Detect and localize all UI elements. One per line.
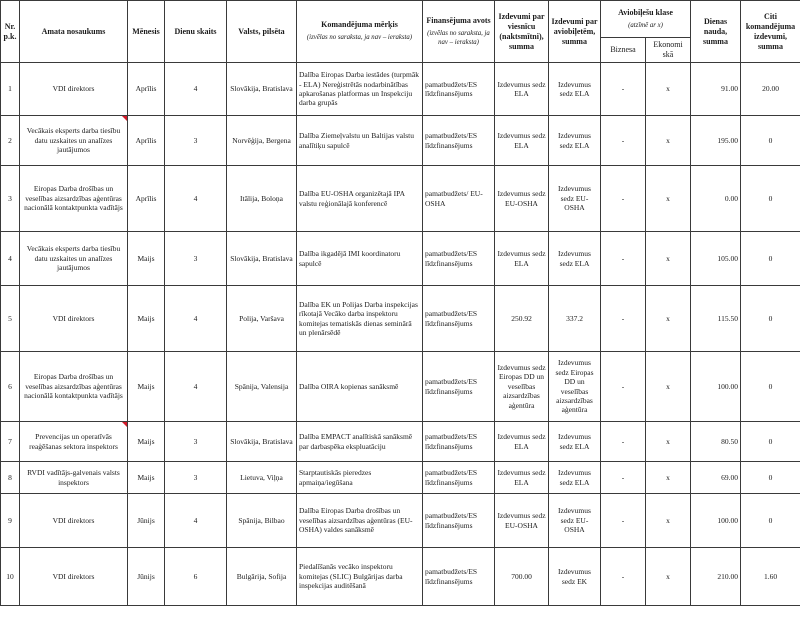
cell-valsts: Slovākija, Bratislava — [227, 232, 297, 286]
cell-citi: 0 — [741, 286, 800, 352]
cell-biznesa: - — [601, 494, 646, 548]
cell-menesis: Maijs — [128, 286, 165, 352]
cell-merkis: Dalība Eiropas Darba drošības un veselības aizsardzības aģentūras (EU-OSHA) valdes sanāksmē — [297, 494, 423, 548]
header-dienu-skaits: Dienu skaits — [165, 1, 227, 63]
table-row — [1, 63, 800, 116]
cell-dienas-nauda: 105.00 — [691, 232, 741, 286]
cell-valsts: Slovākija, Bratislava — [227, 63, 297, 116]
header-klase-note: (atzīmē ar x) — [628, 21, 663, 29]
table-row — [1, 548, 800, 606]
table-row — [1, 462, 800, 494]
cell-valsts: Slovākija, Bratislava — [227, 422, 297, 462]
cell-menesis: Aprīlis — [128, 116, 165, 166]
cell-merkis: Dalība Ziemeļvalstu un Baltijas valstu analītiķu sapulcē — [297, 116, 423, 166]
cell-valsts: Itālija, Boloņa — [227, 166, 297, 232]
cell-ekonomi: x — [646, 286, 691, 352]
header-valsts: Valsts, pilsēta — [227, 1, 297, 63]
cell-merkis: Dalība ikgadējā IMI koordinatoru sapulcē — [297, 232, 423, 286]
cell-finansejums: pamatbudžets/ES līdzfinansējums — [423, 116, 495, 166]
cell-finansejums: pamatbudžets/ES līdzfinansējums — [423, 548, 495, 606]
header-merkis-note: (izvēlas no saraksta, ja nav – ieraksta) — [306, 34, 413, 42]
cell-ekonomi: x — [646, 494, 691, 548]
cell-aviobilete: Izdevumus sedz ELA — [549, 63, 601, 116]
cell-dienas-nauda: 0.00 — [691, 166, 741, 232]
cell-aviobilete: 337.2 — [549, 286, 601, 352]
table-row — [1, 422, 800, 462]
cell-nr: 2 — [1, 116, 20, 166]
cell-amats: VDI direktors — [20, 63, 128, 116]
cell-viesnica: Izdevumus sedz ELA — [495, 422, 549, 462]
cell-citi: 0 — [741, 422, 800, 462]
cell-finansejums: pamatbudžets/ES līdzfinansējums — [423, 232, 495, 286]
cell-aviobilete: Izdevumus sedz ELA — [549, 422, 601, 462]
cell-amats: Eiropas Darba drošības un veselības aizsardzības aģentūras nacionālā kontaktpunkta vadītājs — [20, 352, 128, 422]
cell-nr: 6 — [1, 352, 20, 422]
cell-ekonomi: x — [646, 462, 691, 494]
cell-dienas-nauda: 115.50 — [691, 286, 741, 352]
cell-nr: 10 — [1, 548, 20, 606]
cell-biznesa: - — [601, 286, 646, 352]
cell-dienu-skaits: 3 — [165, 462, 227, 494]
cell-nr: 7 — [1, 422, 20, 462]
cell-viesnica: Izdevumus sedz ELA — [495, 462, 549, 494]
cell-aviobilete: Izdevumus sedz ELA — [549, 462, 601, 494]
cell-dienas-nauda: 100.00 — [691, 352, 741, 422]
cell-ekonomi: x — [646, 116, 691, 166]
cell-dienu-skaits: 4 — [165, 166, 227, 232]
cell-finansejums: pamatbudžets/ES līdzfinansējums — [423, 286, 495, 352]
cell-dienas-nauda: 100.00 — [691, 494, 741, 548]
cell-valsts: Lietuva, Viļņa — [227, 462, 297, 494]
cell-viesnica: Izdevumus sedz ELA — [495, 63, 549, 116]
cell-finansejums: pamatbudžets/ EU-OSHA — [423, 166, 495, 232]
cell-citi: 0 — [741, 352, 800, 422]
cell-amats: Eiropas Darba drošības un veselības aizsardzības aģentūras nacionālā kontaktpunkta vadītājs — [20, 166, 128, 232]
cell-viesnica: 250.92 — [495, 286, 549, 352]
cell-aviobilete: Izdevumus sedz ELA — [549, 232, 601, 286]
cell-biznesa: - — [601, 352, 646, 422]
cell-dienu-skaits: 4 — [165, 286, 227, 352]
cell-citi: 20.00 — [741, 63, 800, 116]
cell-dienu-skaits: 6 — [165, 548, 227, 606]
cell-nr: 5 — [1, 286, 20, 352]
cell-citi: 0 — [741, 494, 800, 548]
cell-aviobilete: Izdevumus sedz Eiropas DD un veselības aizsardzības aģentūra — [549, 352, 601, 422]
cell-dienu-skaits: 3 — [165, 422, 227, 462]
cell-biznesa: - — [601, 116, 646, 166]
cell-nr: 9 — [1, 494, 20, 548]
cell-dienas-nauda: 195.00 — [691, 116, 741, 166]
cell-ekonomi: x — [646, 166, 691, 232]
cell-biznesa: - — [601, 232, 646, 286]
cell-amats: RVDI vadītājs-galvenais valsts inspektors — [20, 462, 128, 494]
cell-viesnica: Izdevumus sedz ELA — [495, 232, 549, 286]
cell-menesis: Aprīlis — [128, 63, 165, 116]
cell-finansejums: pamatbudžets/ES līdzfinansējums — [423, 422, 495, 462]
cell-dienas-nauda: 210.00 — [691, 548, 741, 606]
cell-citi: 0 — [741, 462, 800, 494]
table-row — [1, 352, 800, 422]
cell-dienu-skaits: 4 — [165, 352, 227, 422]
cell-menesis: Aprīlis — [128, 166, 165, 232]
cell-aviobilete: Izdevumus sedz EK — [549, 548, 601, 606]
cell-merkis: Piedalīšanās vecāko inspektoru komitejas (SLIC) Bulgārijas darba inspekcijas auditēšanā — [297, 548, 423, 606]
cell-menesis: Jūnijs — [128, 548, 165, 606]
cell-menesis: Maijs — [128, 422, 165, 462]
cell-amats: VDI direktors — [20, 494, 128, 548]
cell-ekonomi: x — [646, 232, 691, 286]
table-row — [1, 286, 800, 352]
cell-dienu-skaits: 4 — [165, 63, 227, 116]
cell-menesis: Jūnijs — [128, 494, 165, 548]
header-finansejums-label: Finansējuma avots — [426, 16, 491, 26]
cell-valsts: Spānija, Valensija — [227, 352, 297, 422]
cell-menesis: Maijs — [128, 462, 165, 494]
header-biznesa: Biznesa — [601, 38, 646, 63]
cell-biznesa: - — [601, 462, 646, 494]
cell-ekonomi: x — [646, 548, 691, 606]
cell-citi: 0 — [741, 116, 800, 166]
cell-biznesa: - — [601, 63, 646, 116]
cell-biznesa: - — [601, 166, 646, 232]
cell-merkis: Dalība Eiropas Darba iestādes (turpmāk - ELA) Nereģistrētās nodarbinātības apkarošanas platformas un Inspekciju darba grupās — [297, 63, 423, 116]
header-merkis — [297, 1, 423, 63]
cell-amats: VDI direktors — [20, 548, 128, 606]
cell-citi: 0 — [741, 232, 800, 286]
cell-aviobilete: Izdevumus sedz EU-OSHA — [549, 166, 601, 232]
header-amats: Amata nosaukums — [20, 1, 128, 63]
cell-merkis: Dalība EK un Polijas Darba inspekcijas rīkotajā Vecāko darba inspektoru komitejas tematiskās dienas seminārā un plenārsēdē — [297, 286, 423, 352]
cell-viesnica: Izdevumus sedz Eiropas DD un veselības aizsardzības aģentūra — [495, 352, 549, 422]
header-citi: Citi komandējuma izdevumi, summa — [741, 1, 800, 63]
cell-dienas-nauda: 91.00 — [691, 63, 741, 116]
cell-ekonomi: x — [646, 422, 691, 462]
header-klase — [601, 1, 691, 38]
header-finansejums — [423, 1, 495, 63]
cell-menesis: Maijs — [128, 232, 165, 286]
header-viesnica: Izdevumi par viesnīcu (naktsmītni), summa — [495, 1, 549, 63]
cell-dienas-nauda: 69.00 — [691, 462, 741, 494]
cell-biznesa: - — [601, 548, 646, 606]
header-menesis: Mēnesis — [128, 1, 165, 63]
cell-finansejums: pamatbudžets/ES līdzfinansējums — [423, 462, 495, 494]
cell-amats: Prevencijas un operatīvās reaģēšanas sektora inspektors — [20, 422, 128, 462]
cell-ekonomi: x — [646, 63, 691, 116]
cell-viesnica: Izdevumus sedz EU-OSHA — [495, 166, 549, 232]
cell-valsts: Polija, Varšava — [227, 286, 297, 352]
header-ekonomi: Ekonomi skā — [646, 38, 691, 63]
cell-finansejums: pamatbudžets/ES līdzfinansējums — [423, 63, 495, 116]
cell-biznesa: - — [601, 422, 646, 462]
cell-merkis: Dalība EMPACT analītiskā sanāksmē par darbaspēka ekspluatāciju — [297, 422, 423, 462]
cell-viesnica: Izdevumus sedz ELA — [495, 116, 549, 166]
cell-dienu-skaits: 3 — [165, 232, 227, 286]
cell-finansejums: pamatbudžets/ES līdzfinansējums — [423, 494, 495, 548]
table-row — [1, 232, 800, 286]
header-aviobilete: Izdevumi par aviobiļetēm, summa — [549, 1, 601, 63]
cell-dienu-skaits: 3 — [165, 116, 227, 166]
cell-nr: 8 — [1, 462, 20, 494]
cell-valsts: Norvēģija, Bergena — [227, 116, 297, 166]
table-row — [1, 116, 800, 166]
cell-merkis: Starptautiskās pieredzes apmaiņa/iegūšana — [297, 462, 423, 494]
cell-ekonomi: x — [646, 352, 691, 422]
cell-nr: 1 — [1, 63, 20, 116]
header-klase-label: Aviobiļešu klase — [618, 7, 673, 17]
cell-valsts: Bulgārija, Sofija — [227, 548, 297, 606]
cell-dienu-skaits: 4 — [165, 494, 227, 548]
cell-finansejums: pamatbudžets/ES līdzfinansējums — [423, 352, 495, 422]
cell-citi: 0 — [741, 166, 800, 232]
cell-nr: 3 — [1, 166, 20, 232]
cell-amats: VDI direktors — [20, 286, 128, 352]
header-merkis-label: Komandējuma mērķis — [321, 20, 398, 30]
cell-dienas-nauda: 80.50 — [691, 422, 741, 462]
cell-valsts: Spānija, Bilbao — [227, 494, 297, 548]
header-dienas-nauda: Dienas nauda, summa — [691, 1, 741, 63]
cell-citi: 1.60 — [741, 548, 800, 606]
cell-merkis: Dalība EU-OSHA organizētajā IPA valstu reģionālajā konferencē — [297, 166, 423, 232]
cell-merkis: Dalība OIRA kopienas sanāksmē — [297, 352, 423, 422]
table-row — [1, 494, 800, 548]
header-nr: Nr. p.k. — [1, 1, 20, 63]
cell-menesis: Maijs — [128, 352, 165, 422]
table-row — [1, 166, 800, 232]
cell-viesnica: 700.00 — [495, 548, 549, 606]
cell-aviobilete: Izdevumus sedz EU-OSHA — [549, 494, 601, 548]
cell-amats: Vecākais eksperts darba tiesību datu uzskaites un analīzes jautājumos — [20, 232, 128, 286]
cell-amats: Vecākais eksperts darba tiesību datu uzskaites un analīzes jautājumos — [20, 116, 128, 166]
header-finansejums-note: (izvēlas no saraksta, ja nav – ieraksta) — [427, 30, 490, 46]
table-body — [1, 63, 800, 606]
cell-viesnica: Izdevumus sedz EU-OSHA — [495, 494, 549, 548]
cell-nr: 4 — [1, 232, 20, 286]
cell-aviobilete: Izdevumus sedz ELA — [549, 116, 601, 166]
